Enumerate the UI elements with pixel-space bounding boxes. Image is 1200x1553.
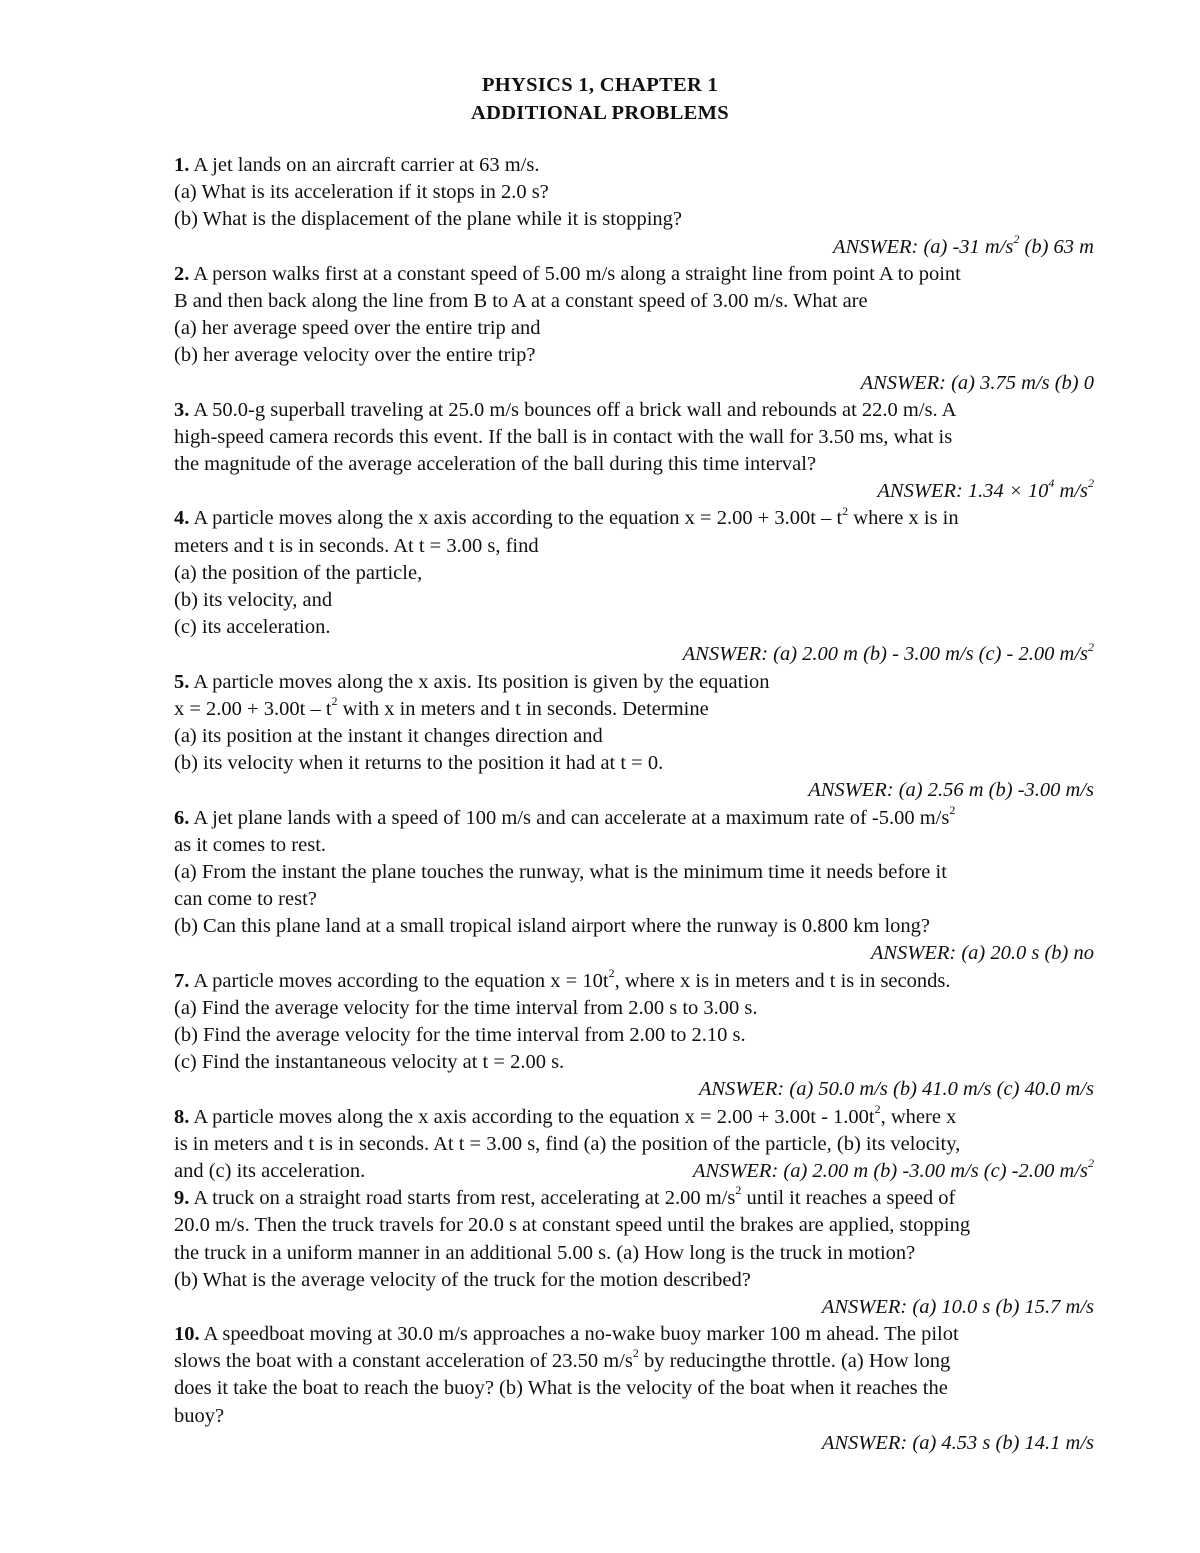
page-subtitle: ADDITIONAL PROBLEMS bbox=[470, 102, 729, 124]
problem-8 bbox=[174, 1101, 1094, 1186]
problem-line: as it comes to rest. bbox=[174, 833, 327, 856]
equation-exponent: 2 bbox=[608, 965, 615, 980]
problem-line: (a) its position at the instant it changes direction and bbox=[174, 724, 603, 747]
answer-line bbox=[174, 231, 1094, 261]
answer-line: ANSWER: (a) 2.56 m (b) -3.00 m/s bbox=[808, 779, 1094, 802]
problem-text: A jet plane lands with a speed of 100 m/s and can accelerate at a maximum rate of -5.00 m/s bbox=[189, 806, 950, 829]
answer-text: m/s bbox=[1054, 480, 1088, 503]
problem-line: the magnitude of the average acceleration of the ball during this time interval? bbox=[174, 453, 817, 476]
problem-line: (a) her average speed over the entire trip and bbox=[174, 317, 541, 340]
problem-line: (a) Find the average velocity for the time interval from 2.00 s to 3.00 s. bbox=[174, 996, 758, 1019]
problem-line: the truck in a uniform manner in an additional 5.00 s. (a) How long is the truck in motion? bbox=[174, 1241, 916, 1264]
equation-exponent: 2 bbox=[331, 693, 338, 708]
equation-text: x = 2.00 + 3.00t – t bbox=[174, 697, 332, 720]
problem-text: A 50.0-g superball traveling at 25.0 m/s bounces off a brick wall and rebounds at 22.0 m/s. A bbox=[189, 398, 957, 421]
answer-exponent: 2 bbox=[1088, 476, 1094, 491]
answer-line: ANSWER: (a) 20.0 s (b) no bbox=[870, 942, 1094, 965]
problem-5 bbox=[174, 669, 1094, 805]
answer-text: ANSWER: (a) 2.00 m (b) - 3.00 m/s (c) - 2.00 m/s bbox=[682, 643, 1088, 666]
answer-line: ANSWER: (a) 4.53 s (b) 14.1 m/s bbox=[821, 1431, 1094, 1454]
page-title: PHYSICS 1, CHAPTER 1 bbox=[481, 74, 719, 96]
answer-text: ANSWER: (a) 2.00 m (b) -3.00 m/s (c) -2.00 m/s bbox=[692, 1159, 1088, 1182]
problem-text: A person walks first at a constant speed of 5.00 m/s along a straight line from point A to point bbox=[189, 262, 961, 285]
problem-9 bbox=[174, 1185, 1094, 1321]
answer-line: ANSWER: (a) 3.75 m/s (b) 0 bbox=[860, 371, 1094, 394]
problem-line: (a) What is its acceleration if it stops in 2.0 s? bbox=[174, 181, 549, 204]
answer-exponent: 2 bbox=[1088, 1156, 1094, 1171]
problem-line bbox=[174, 397, 1094, 424]
problem-text: A particle moves along the x axis according to the equation x = 2.00 + 3.00t - 1.00t bbox=[189, 1105, 875, 1128]
problem-line: is in meters and t is in seconds. At t = 3.00 s, find (a) the position of the particle, (b) its velocity, bbox=[174, 1132, 961, 1155]
problem-2 bbox=[174, 261, 1094, 397]
problem-line bbox=[174, 505, 1094, 532]
problem-number: 2. bbox=[174, 262, 190, 285]
problem-number: 6. bbox=[174, 806, 190, 829]
problem-line bbox=[174, 261, 1094, 288]
problem-text: where x is in bbox=[848, 507, 959, 530]
problem-line: (b) What is the displacement of the plane while it is stopping? bbox=[174, 208, 683, 231]
problem-text: , where x is in meters and t is in seconds. bbox=[614, 969, 951, 992]
unit-exponent: 2 bbox=[735, 1183, 742, 1198]
problem-line bbox=[174, 965, 1094, 995]
problem-7 bbox=[174, 965, 1094, 1104]
problem-text: by reducingthe throttle. (a) How long bbox=[638, 1350, 951, 1373]
equation-exponent: 2 bbox=[842, 503, 849, 518]
problem-text: slows the boat with a constant acceleration of 23.50 m/s bbox=[174, 1350, 633, 1373]
problem-4 bbox=[174, 505, 1094, 668]
equation-exponent: 2 bbox=[874, 1101, 881, 1116]
problem-line: (b) Find the average velocity for the time interval from 2.00 to 2.10 s. bbox=[174, 1024, 746, 1046]
problem-line: meters and t is in seconds. At t = 3.00 s, find bbox=[174, 534, 539, 557]
problem-number: 3. bbox=[174, 398, 190, 421]
answer-line: ANSWER: (a) 10.0 s (b) 15.7 m/s bbox=[821, 1295, 1094, 1318]
problem-number: 9. bbox=[174, 1187, 190, 1210]
answer-text: (b) 63 m bbox=[1019, 235, 1094, 258]
problem-text: until it reaches a speed of bbox=[741, 1187, 956, 1210]
problem-line: (b) What is the average velocity of the truck for the motion described? bbox=[174, 1268, 751, 1291]
problem-number: 7. bbox=[174, 969, 190, 992]
answer-exponent: 2 bbox=[1013, 231, 1020, 246]
answer-text: ANSWER: 1.34 × 10 bbox=[877, 480, 1049, 503]
problem-text: A particle moves according to the equation x = 10t bbox=[189, 969, 609, 992]
problem-text: A particle moves along the x axis according to the equation x = 2.00 + 3.00t – t bbox=[189, 507, 843, 530]
problem-list bbox=[174, 152, 1094, 1457]
problem-text: A particle moves along the x axis. Its position is given by the equation bbox=[189, 670, 770, 693]
problem-text: and (c) its acceleration. bbox=[174, 1159, 366, 1182]
problem-number: 4. bbox=[174, 507, 190, 530]
answer-line bbox=[693, 1158, 1094, 1185]
problem-number: 5. bbox=[174, 670, 190, 693]
problem-line bbox=[174, 1158, 1094, 1185]
answer-exponent: 2 bbox=[1088, 639, 1094, 654]
answer-line bbox=[174, 641, 1094, 668]
problem-10 bbox=[174, 1321, 1094, 1457]
answer-line: ANSWER: (a) 50.0 m/s (b) 41.0 m/s (c) 40.0 m/s bbox=[698, 1078, 1094, 1101]
problem-line bbox=[174, 669, 1094, 696]
problem-number: 1. bbox=[174, 154, 190, 176]
problem-line: (b) its velocity, and bbox=[174, 589, 333, 611]
problem-text: A truck on a straight road starts from rest, accelerating at 2.00 m/s bbox=[189, 1187, 736, 1210]
answer-line bbox=[174, 478, 1094, 505]
problem-line: (a) From the instant the plane touches the runway, what is the minimum time it needs before it bbox=[174, 860, 947, 883]
problem-line bbox=[174, 152, 1094, 179]
problem-number: 10. bbox=[174, 1323, 200, 1346]
problem-line: buoy? bbox=[174, 1404, 225, 1427]
problem-text: A jet lands on an aircraft carrier at 63 m/s. bbox=[189, 154, 540, 176]
problem-line bbox=[174, 1101, 1094, 1131]
problem-line: (c) Find the instantaneous velocity at t = 2.00 s. bbox=[174, 1051, 565, 1074]
problem-text: with x in meters and t in seconds. Determine bbox=[337, 697, 709, 720]
problem-3 bbox=[174, 397, 1094, 506]
problem-line bbox=[174, 1348, 1094, 1375]
problem-line: 20.0 m/s. Then the truck travels for 20.0 s at constant speed until the brakes are applied, stopping bbox=[174, 1214, 971, 1237]
problem-line: (b) its velocity when it returns to the position it had at t = 0. bbox=[174, 752, 664, 775]
answer-exponent: 4 bbox=[1048, 476, 1055, 491]
problem-line: (b) her average velocity over the entire trip? bbox=[174, 344, 536, 367]
problem-text: A speedboat moving at 30.0 m/s approaches a no-wake buoy marker 100 m ahead. The pilot bbox=[199, 1323, 959, 1346]
problem-line: (c) its acceleration. bbox=[174, 616, 331, 639]
unit-exponent: 2 bbox=[949, 802, 956, 817]
unit-exponent: 2 bbox=[632, 1346, 639, 1361]
problem-line bbox=[174, 693, 1094, 723]
problem-line: does it take the boat to reach the buoy? (b) What is the velocity of the boat when it reaches the bbox=[174, 1377, 948, 1400]
problem-line bbox=[174, 1185, 1094, 1212]
problem-line: high-speed camera records this event. If the ball is in contact with the wall for 3.50 ms, what is bbox=[174, 425, 953, 448]
problem-line: can come to rest? bbox=[174, 888, 317, 911]
problem-1 bbox=[174, 152, 1094, 261]
problem-line bbox=[174, 802, 1094, 832]
problem-number: 8. bbox=[174, 1105, 190, 1128]
problem-line: (a) the position of the particle, bbox=[174, 561, 423, 584]
problem-line: (b) Can this plane land at a small tropical island airport where the runway is 0.800 km long? bbox=[174, 915, 931, 938]
problem-text: , where x bbox=[880, 1105, 957, 1128]
problem-6 bbox=[174, 802, 1094, 968]
problem-line: B and then back along the line from B to A at a constant speed of 3.00 m/s. What are bbox=[174, 289, 868, 312]
problem-line bbox=[174, 1321, 1094, 1348]
answer-text: ANSWER: (a) -31 m/s bbox=[832, 235, 1014, 258]
